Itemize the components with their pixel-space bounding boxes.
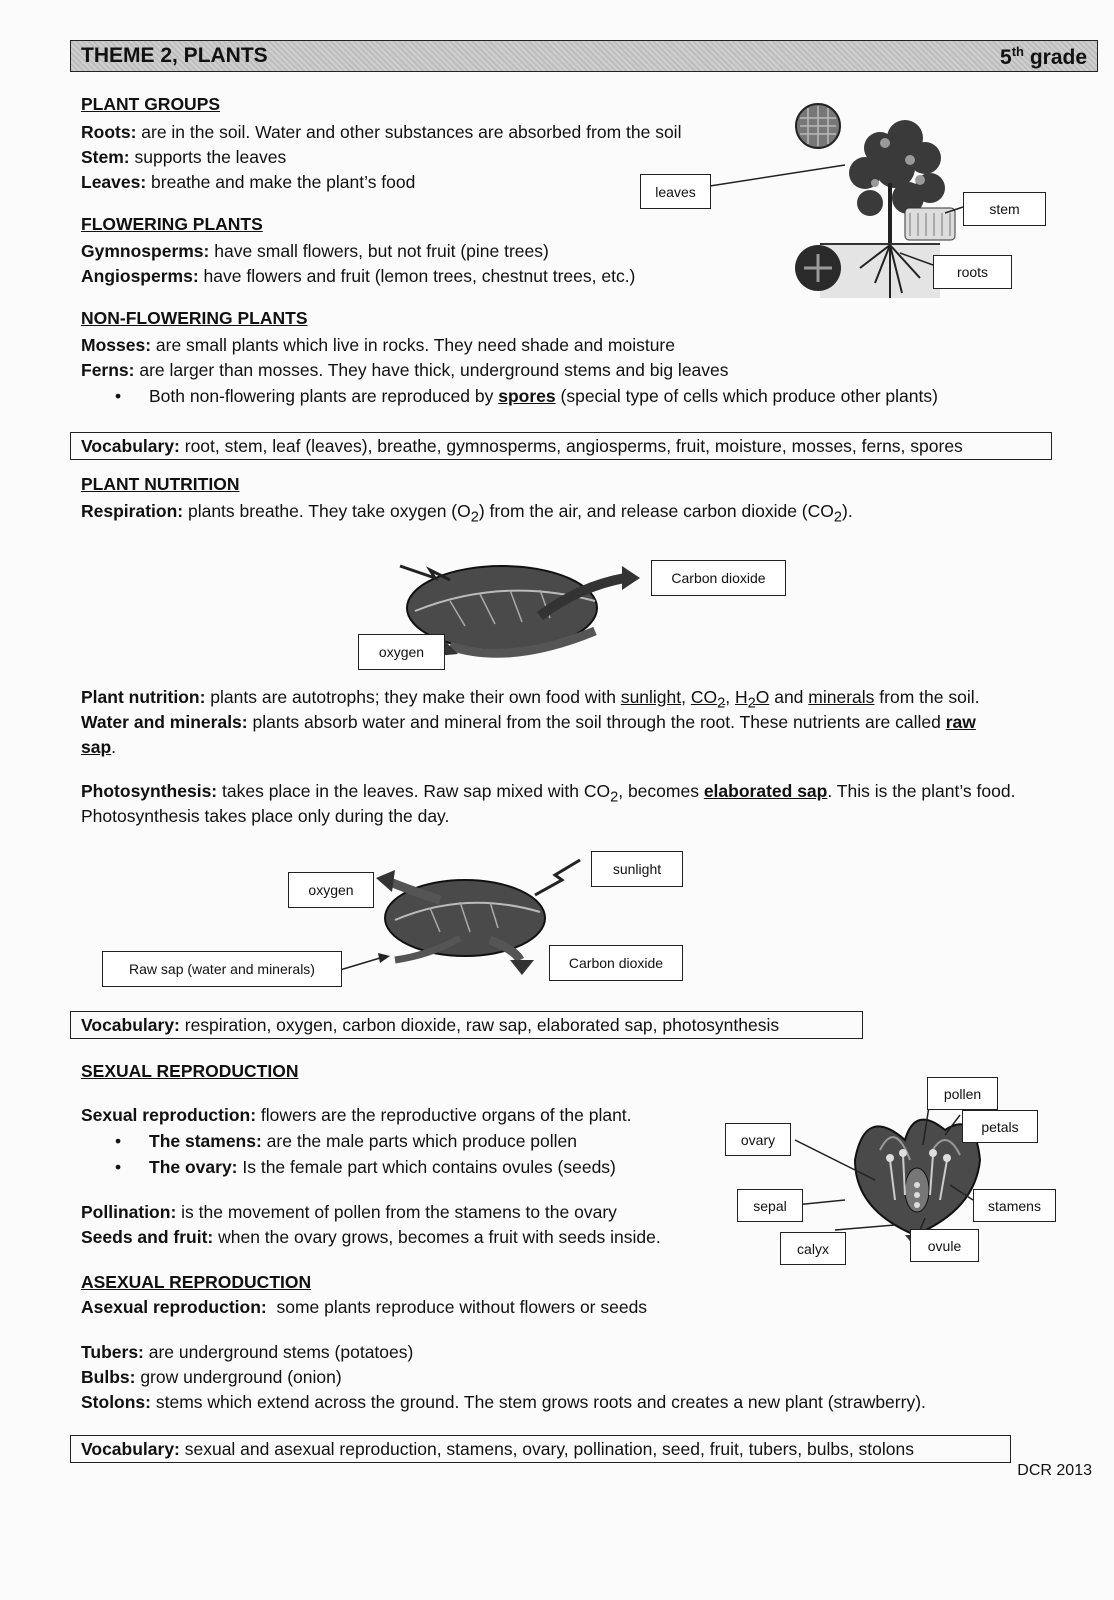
photo-oxygen-label: oxygen xyxy=(288,872,374,908)
sepal-label: sepal xyxy=(737,1189,803,1222)
leaves-line: Leaves: breathe and make the plant’s food xyxy=(81,172,416,192)
stamens-bullet: • The stamens: are the male parts which produce pollen xyxy=(115,1131,577,1151)
photosynthesis-line: Photosynthesis: takes place in the leaves. Raw sap mixed with $CO_2$, becomes elaborated sap. This is the plant’s food. xyxy=(81,781,1016,806)
leaves-label: leaves xyxy=(640,174,711,209)
roots-label: roots xyxy=(933,255,1012,289)
sexual-reproduction-heading: SEXUAL REPRODUCTION xyxy=(81,1061,299,1081)
ovary-bullet: • The ovary: Is the female part which contains ovules (seeds) xyxy=(115,1157,616,1177)
flowering-heading: FLOWERING PLANTS xyxy=(81,214,263,234)
photo-raw-sap-label: Raw sap (water and minerals) xyxy=(102,951,342,987)
respiration-co2-label: Carbon dioxide xyxy=(651,560,786,596)
photo-co2-label: Carbon dioxide xyxy=(549,945,683,981)
vocabulary-box-2: Vocabulary: respiration, oxygen, carbon dioxide, raw sap, elaborated sap, photosynthesis xyxy=(70,1011,863,1039)
footer-credit: DCR 2013 xyxy=(1017,1462,1092,1479)
photosynthesis-line-2: Photosynthesis takes place only during the day. xyxy=(81,806,450,826)
stolons-line: Stolons: stems which extend across the ground. The stem grows roots and creates a new plant (strawberry). xyxy=(81,1392,926,1412)
spores-bullet: • Both non-flowering plants are reproduced by spores (special type of cells which produce other plants) xyxy=(115,386,938,406)
vocabulary-box-3: Vocabulary: sexual and asexual reproduction, stamens, ovary, pollination, seed, fruit, tubers, bulbs, stolons xyxy=(70,1435,1011,1463)
stem-label: stem xyxy=(963,192,1046,226)
bulbs-line: Bulbs: grow underground (onion) xyxy=(81,1367,342,1387)
respiration-line: Respiration: plants breathe. They take oxygen $(O_2)$ from the air, and release carbon dioxide $(CO_2)$. xyxy=(81,501,853,526)
page-title: THEME 2, PLANTS xyxy=(81,44,268,67)
ovary-label: ovary xyxy=(725,1123,791,1156)
non-flowering-heading: NON-FLOWERING PLANTS xyxy=(81,308,308,328)
calyx-label: calyx xyxy=(780,1232,846,1265)
angiosperms-line: Angiosperms: have flowers and fruit (lemon trees, chestnut trees, etc.) xyxy=(81,266,636,286)
petals-label: petals xyxy=(962,1110,1038,1143)
plant-nutrition-line: Plant nutrition: plants are autotrophs; they make their own food with sunlight, $CO_2$, $H_2O$ and minerals from the soil. xyxy=(81,687,980,712)
asexual-reproduction-line: Asexual reproduction: some plants reproduce without flowers or seeds xyxy=(81,1297,648,1317)
asexual-reproduction-heading: ASEXUAL REPRODUCTION xyxy=(81,1272,312,1292)
gymnosperms-line: Gymnosperms: have small flowers, but not fruit (pine trees) xyxy=(81,241,549,261)
roots-line: Roots: are in the soil. Water and other substances are absorbed from the soil xyxy=(81,122,682,142)
grade-label: 5th grade xyxy=(1000,44,1087,69)
stem-line: Stem: supports the leaves xyxy=(81,147,287,167)
tubers-line: Tubers: are underground stems (potatoes) xyxy=(81,1342,414,1362)
seeds-fruit-line: Seeds and fruit: when the ovary grows, becomes a fruit with seeds inside. xyxy=(81,1227,661,1247)
photo-sunlight-label: sunlight xyxy=(591,851,683,887)
water-minerals-line-2: sap. xyxy=(81,737,117,757)
ferns-line: Ferns: are larger than mosses. They have thick, underground stems and big leaves xyxy=(81,360,729,380)
ovule-label: ovule xyxy=(910,1229,979,1262)
sexual-reproduction-line: Sexual reproduction: flowers are the reproductive organs of the plant. xyxy=(81,1105,632,1125)
stamens-label: stamens xyxy=(973,1189,1056,1222)
pollination-line: Pollination: is the movement of pollen from the stamens to the ovary xyxy=(81,1202,617,1222)
respiration-oxygen-label: oxygen xyxy=(358,634,445,670)
plant-nutrition-heading: PLANT NUTRITION xyxy=(81,474,240,494)
title-bar xyxy=(70,40,1098,72)
water-minerals-line: Water and minerals: plants absorb water and mineral from the soil through the root. These nutrients are called raw xyxy=(81,712,976,732)
vocabulary-box-1: Vocabulary: root, stem, leaf (leaves), breathe, gymnosperms, angiosperms, fruit, moisture, mosses, ferns, spores xyxy=(70,432,1052,460)
pollen-label: pollen xyxy=(927,1077,998,1110)
plant-groups-heading: PLANT GROUPS xyxy=(81,94,221,114)
mosses-line: Mosses: are small plants which live in rocks. They need shade and moisture xyxy=(81,335,675,355)
